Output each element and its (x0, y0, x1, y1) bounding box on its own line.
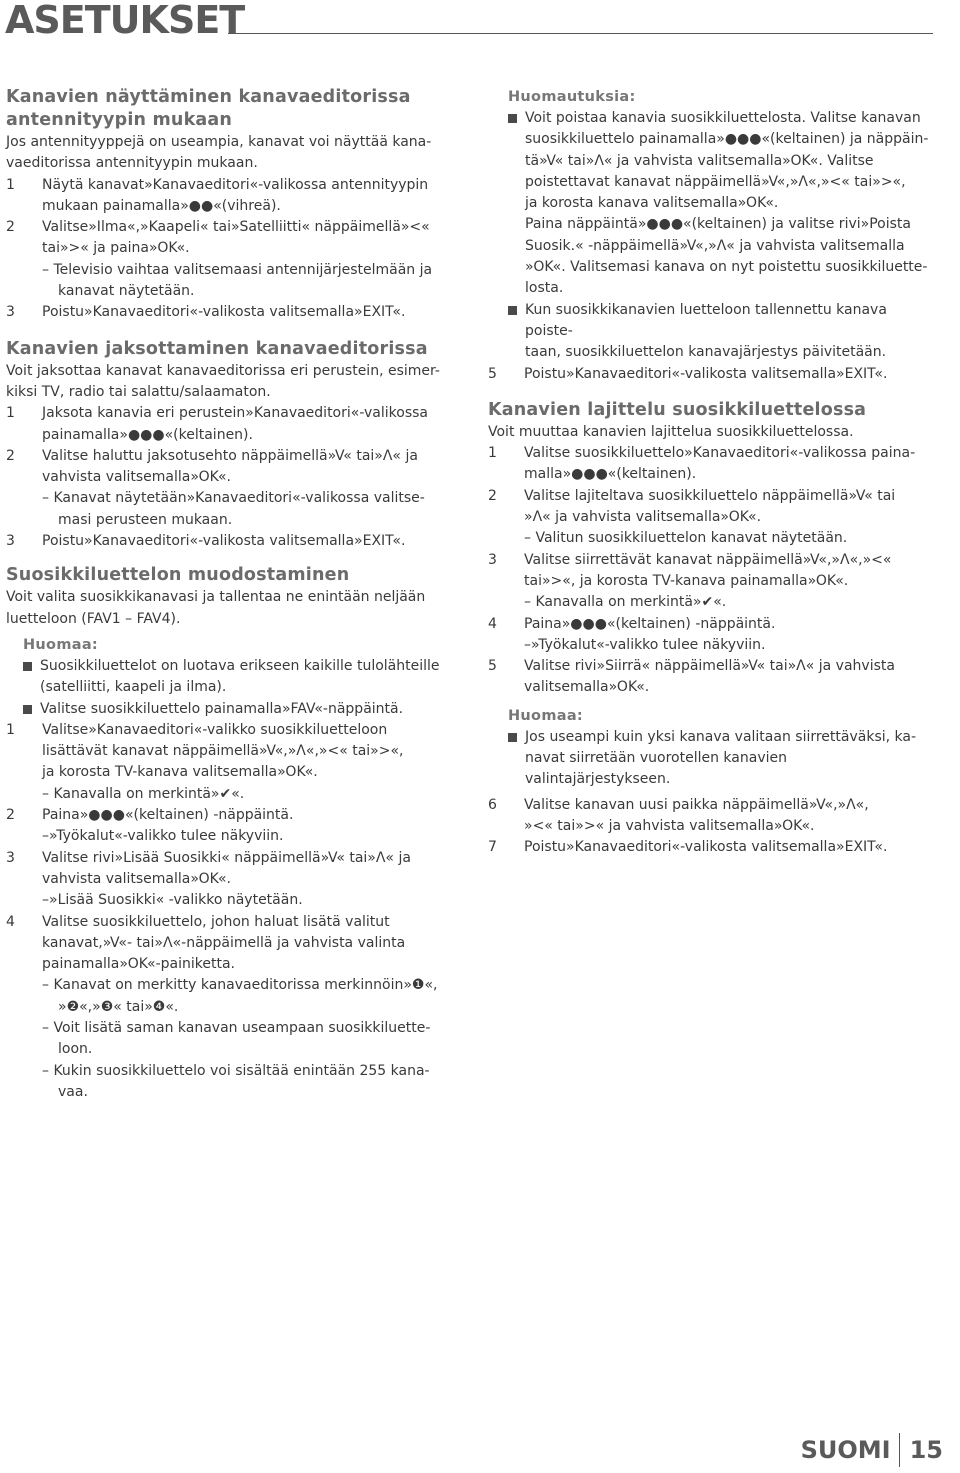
paragraph: luetteloon (FAV1 – FAV4). (6, 610, 181, 627)
step-number: 7 (488, 839, 497, 856)
step-number: 3 (488, 551, 497, 568)
step (488, 837, 935, 858)
step-text: tai»>«, ja korosta TV-kanava painamalla»OK«. (524, 572, 849, 589)
note-text: Jos useampi kuin yksi kanava valitaan siirrettäväksi, ka- (525, 728, 917, 745)
section-heading: Kanavien lajittelu suosikkiluettelossa (488, 399, 867, 420)
section-heading: Kanavien näyttäminen kanavaeditorissa (6, 87, 411, 107)
step-result: – Kanavalla on merkintä»✔«. (524, 594, 727, 611)
step (6, 175, 451, 218)
step-number: 2 (6, 447, 15, 464)
step-result: – Kanavat näytetään»Kanavaeditori«-valikossa valitse- (42, 490, 425, 507)
step (6, 720, 451, 784)
step-text: ja korosta TV-kanava valitsemalla»OK«. (42, 764, 318, 781)
note-item (23, 699, 451, 720)
paragraph: kiksi TV, radio tai salattu/salaamaton. (6, 383, 271, 400)
step (6, 302, 451, 323)
step-number: 1 (6, 721, 15, 738)
note-text: (satelliitti, kaapeli ja ilma). (40, 679, 227, 696)
step-text: Paina»●●●«(keltainen) -näppäintä. (524, 615, 776, 632)
note-text: »OK«. Valitsemasi kanava on nyt poistettu suosikkiluette- (525, 259, 928, 276)
paragraph: Voit muuttaa kanavien lajittelua suosikkiluettelossa. (488, 423, 854, 440)
step-result: – Kanavalla on merkintä»✔«. (42, 785, 245, 802)
paragraph: Voit valita suosikkikanavasi ja tallentaa ne enintään neljään (6, 589, 426, 606)
step-text: Valitse kanavan uusi paikka näppäimellä»V«,»Λ«, (524, 796, 869, 813)
step-number: 4 (6, 913, 15, 930)
step (6, 805, 451, 826)
step-number: 3 (6, 304, 15, 321)
step-text: Valitse rivi»Siirrä« näppäimellä»V« tai»Λ« ja vahvista (524, 658, 895, 675)
step-text: Valitse lajiteltava suosikkiluettelo näppäimellä»V« tai (524, 487, 896, 504)
bullet-square-icon (508, 306, 517, 315)
step-text: Valitse suosikkiluettelo»Kanavaeditori«-valikossa paina- (524, 445, 916, 462)
step-result: –»Työkalut«-valikko tulee näkyviin. (524, 636, 766, 653)
step-text: vahvista valitsemalla»OK«. (42, 870, 231, 887)
step (6, 531, 451, 552)
step-text: Valitse»Ilma«,»Kaapeli« tai»Satelliitti« näppäimellä»<« (42, 219, 430, 236)
step-text: Jaksota kanavia eri perustein»Kanavaeditori«-valikossa (42, 405, 428, 422)
note-item (508, 108, 935, 300)
section-heading: Kanavien jaksottaminen kanavaeditorissa (6, 338, 428, 359)
step (6, 403, 451, 446)
step-text: mukaan painamalla»●●«(vihreä). (42, 197, 281, 214)
step-number: 1 (6, 176, 15, 193)
step-text: Paina»●●●«(keltainen) -näppäintä. (42, 807, 294, 824)
step-result: –»Lisää Suosikki« -valikko näytetään. (42, 892, 303, 909)
step-text: painamalla»OK«-painiketta. (42, 956, 235, 973)
step-text: Valitse haluttu jaksotusehto näppäimellä»V« tai»Λ« ja (42, 447, 418, 464)
step-result: »❷«,»❸« tai»❹«. (58, 998, 179, 1015)
step-number: 6 (488, 796, 497, 813)
step-text: malla»●●●«(keltainen). (524, 466, 697, 483)
step-number: 3 (6, 533, 15, 550)
step-text: Valitse siirrettävät kanavat näppäimellä»V«,»Λ«,»<« (524, 551, 892, 568)
step-number: 2 (6, 219, 15, 236)
note-item (508, 727, 935, 791)
page-title: ASETUKSET (5, 0, 245, 42)
note-heading: Huomaa: (508, 707, 583, 724)
step-text: vahvista valitsemalla»OK«. (42, 469, 231, 486)
step-result: masi perusteen mukaan. (58, 511, 233, 528)
note-text: suosikkiluettelo painamalla»●●●«(keltainen) ja näppäin- (525, 131, 929, 148)
right-column (488, 86, 935, 859)
step-text: »Λ« ja vahvista valitsemalla»OK«. (524, 509, 762, 526)
step-text: kanavat,»V«- tai»Λ«-näppäimellä ja vahvista valinta (42, 934, 406, 951)
step-text: Poistu»Kanavaeditori«-valikosta valitsemalla»EXIT«. (524, 839, 888, 856)
step-number: 2 (6, 807, 15, 824)
step-number: 5 (488, 365, 497, 382)
step-text: Poistu»Kanavaeditori«-valikosta valitsemalla»EXIT«. (42, 533, 406, 550)
step-number: 3 (6, 849, 15, 866)
step-text: Poistu»Kanavaeditori«-valikosta valitsemalla»EXIT«. (524, 365, 888, 382)
step-number: 1 (488, 445, 497, 462)
step-text: Poistu»Kanavaeditori«-valikosta valitsemalla»EXIT«. (42, 304, 406, 321)
step-result: – Kukin suosikkiluettelo voi sisältää enintään 255 kana- (42, 1062, 430, 1079)
bullet-square-icon (23, 662, 32, 671)
step-result: vaa. (58, 1083, 88, 1100)
step (488, 550, 935, 593)
note-text: Voit poistaa kanavia suosikkiluettelosta. Valitse kanavan (525, 110, 921, 126)
step-text: Valitse suosikkiluettelo, johon haluat lisätä valitut (42, 913, 390, 930)
title-rule (228, 33, 933, 34)
note-text: Suosikkiluettelot on luotava erikseen kaikille tulolähteille (40, 657, 440, 674)
step-text: Valitse»Kanavaeditori«-valikko suosikkiluetteloon (42, 721, 388, 738)
left-column (6, 86, 451, 1103)
paragraph: vaeditorissa antennityypin mukaan. (6, 155, 258, 172)
step (488, 656, 935, 699)
section-heading-cont: antennityypin mukaan (6, 110, 233, 130)
step-number: 1 (6, 405, 15, 422)
step-result: – Televisio vaihtaa valitsemaasi antennijärjestelmään ja (42, 261, 433, 278)
step-number: 2 (488, 487, 497, 504)
note-text: taan, suosikkiluettelon kanavajärjestys päivitetään. (525, 344, 887, 361)
note-text: Paina näppäintä»●●●«(keltainen) ja valitse rivi»Poista (525, 216, 911, 233)
step-text: »<« tai»>« ja vahvista valitsemalla»OK«. (524, 817, 815, 834)
step (6, 912, 451, 976)
step (488, 364, 935, 385)
note-item (23, 656, 451, 699)
section-heading: Suosikkiluettelon muodostaminen (6, 565, 350, 586)
step (6, 217, 451, 260)
step (488, 486, 935, 529)
step-result: – Kanavat on merkitty kanavaeditorissa merkinnöin»❶«, (42, 977, 438, 994)
step-text: tai»>« ja paina»OK«. (42, 240, 190, 257)
step-result: – Voit lisätä saman kanavan useampaan suosikkiluette- (42, 1019, 431, 1036)
note-heading: Huomaa: (23, 636, 98, 653)
page-footer (801, 1432, 943, 1468)
bullet-square-icon (23, 705, 32, 714)
step (488, 443, 935, 486)
step-number: 4 (488, 615, 497, 632)
footer-language: SUOMI (800, 1436, 891, 1464)
bullet-square-icon (508, 733, 517, 742)
note-text: poistettavat kanavat näppäimellä»V«,»Λ«,»<« tai»>«, (525, 173, 906, 190)
step (488, 795, 935, 838)
step-text: valitsemalla»OK«. (524, 679, 650, 696)
step-result: loon. (58, 1041, 93, 1058)
bullet-square-icon (508, 114, 517, 123)
note-text: Valitse suosikkiluettelo painamalla»FAV«-näppäintä. (40, 700, 404, 717)
step-text: Näytä kanavat»Kanavaeditori«-valikossa antennityypin (42, 176, 429, 193)
note-text: Kun suosikkikanavien luetteloon tallennettu kanava poiste- (525, 301, 887, 339)
page-number: 15 (909, 1436, 943, 1464)
note-item (508, 300, 935, 364)
note-heading: Huomautuksia: (508, 89, 636, 105)
footer-divider (899, 1433, 900, 1467)
paragraph: Voit jaksottaa kanavat kanavaeditorissa eri perustein, esimer- (6, 362, 440, 379)
note-text: navat siirretään vuorotellen kanavien valintajärjestykseen. (525, 750, 787, 788)
step-result: –»Työkalut«-valikko tulee näkyviin. (42, 828, 284, 845)
step-number: 5 (488, 658, 497, 675)
paragraph: Jos antennityyppejä on useampia, kanavat voi näyttää kana- (6, 134, 432, 150)
step-text: Valitse rivi»Lisää Suosikki« näppäimellä»V« tai»Λ« ja (42, 849, 411, 866)
step-text: lisättävät kanavat näppäimellä»V«,»Λ«,»<« tai»>«, (42, 743, 404, 760)
step-result: kanavat näytetään. (58, 283, 195, 300)
step (6, 848, 451, 891)
step (488, 614, 935, 635)
note-text: ja korosta kanava valitsemalla»OK«. (525, 195, 779, 212)
note-text: losta. (525, 280, 564, 297)
step-text: painamalla»●●●«(keltainen). (42, 426, 253, 443)
note-text: Suosik.« -näppäimellä»V«,»Λ« ja vahvista valitsemalla (525, 237, 905, 254)
step (6, 446, 451, 489)
step-result: – Valitun suosikkiluettelon kanavat näytetään. (524, 530, 848, 547)
note-text: tä»V« tai»Λ« ja vahvista valitsemalla»OK«. Valitse (525, 152, 874, 169)
